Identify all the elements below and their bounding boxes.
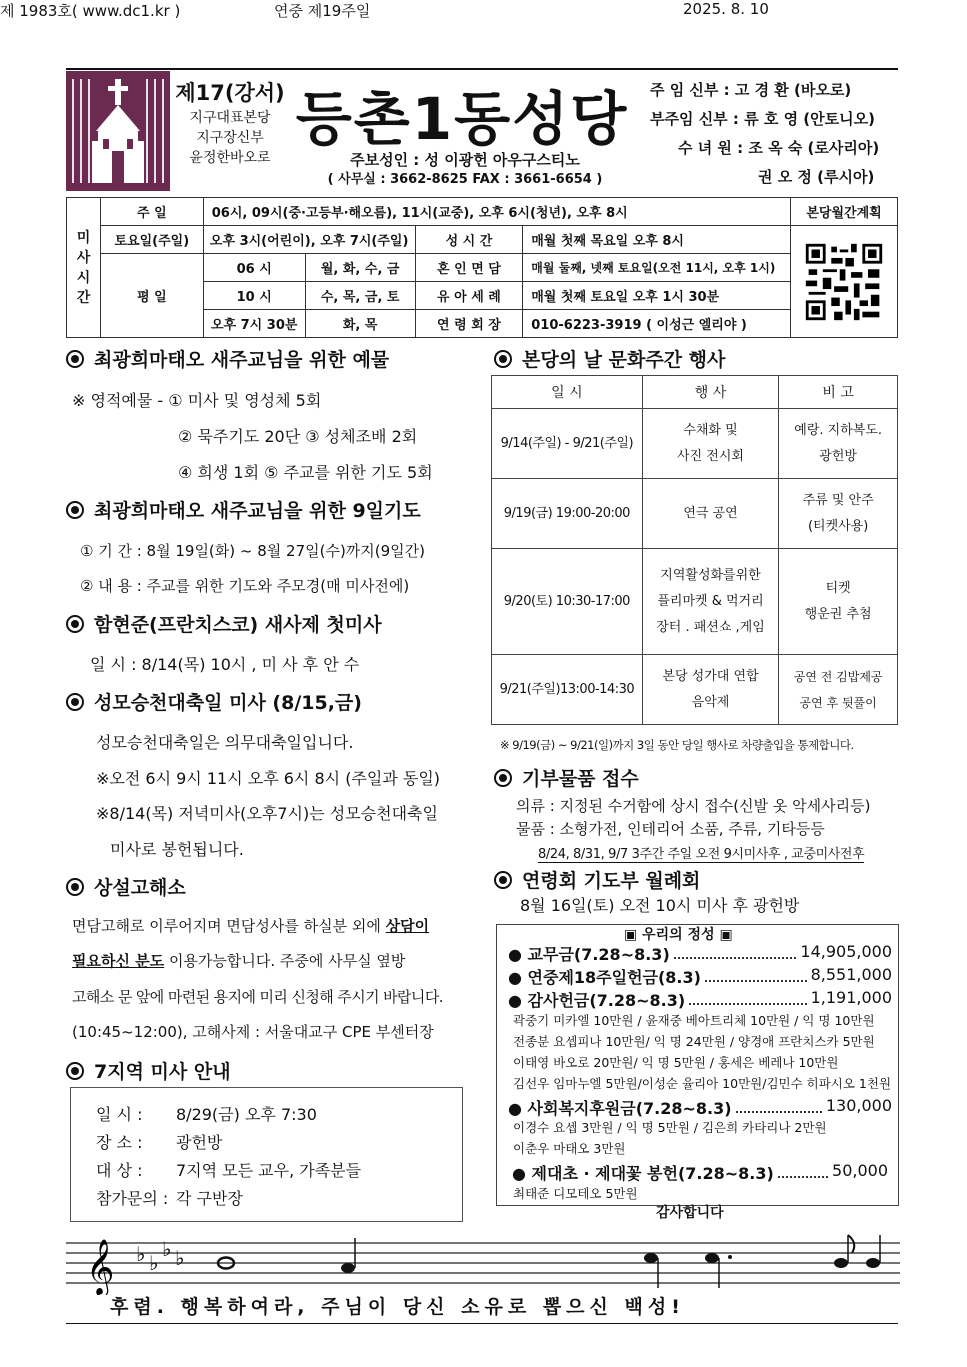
section-title-text: 기부물품 접수 [522, 768, 639, 790]
weekday-days: 수, 목, 금, 토 [305, 282, 415, 310]
offering-row [512, 1161, 888, 1184]
donor-line: 곽중기 미카엘 10만원 / 윤재중 베아트리체 10만원 / 익 명 10만원 [513, 1013, 875, 1028]
staff-row [650, 105, 898, 134]
donation-note: 8/24, 8/31, 9/7 3주간 주일 오전 9시미사후 , 교중미사전후 [538, 843, 864, 863]
section-title-text: 본당의 날 문화주간 행사 [522, 349, 726, 371]
region-row [96, 1102, 317, 1125]
culture-note: 예랑. 지하복도. 광헌방 [779, 409, 898, 479]
schedule-value: 매월 둘째, 넷째 토요일(오전 11시, 오후 1시) [523, 254, 791, 282]
schedule-value: 010-6223-3919 ( 이성근 엘리야 ) [523, 310, 791, 338]
schedule-value: 매월 첫째 목요일 오후 8시 [523, 226, 791, 254]
staff-role: 부주임 신부 : [650, 110, 739, 128]
staff-role: 수 녀 원 : [678, 139, 744, 157]
issue-number: 제 1983호( www.dc1.kr ) [0, 2, 181, 20]
culture-event: 지역활성화를위한 플리마켓 & 먹거리 장터 . 패션쇼 ,게임 [642, 549, 779, 655]
leader-dots [705, 965, 807, 982]
offering-amount: 50,000 [832, 1161, 888, 1180]
sunday-label: 주 일 [100, 198, 203, 226]
funeral-assoc-line: 8월 16일(토) 오전 10시 미사 후 광헌방 [520, 896, 800, 915]
leader-dots [689, 988, 806, 1005]
offering-label: ● 사회복지후원금(7.28~8.3) [508, 1099, 732, 1118]
staff-name: 고 경 환 (바오로) [734, 81, 852, 99]
church-icon [66, 71, 170, 191]
section-bullet-icon [494, 350, 512, 368]
offering-row [508, 965, 892, 988]
confession-line [72, 950, 405, 971]
patron-info [300, 150, 630, 190]
svg-text:♭: ♭ [175, 1246, 185, 1270]
culture-header: 행 사 [642, 376, 779, 409]
assumption-line: ※8/14(목) 저녁미사(오후7시)는 성모승천대축일 [96, 804, 438, 823]
offering-amount: 8,551,000 [810, 965, 892, 984]
top-rule [66, 68, 898, 70]
church-logo [66, 71, 170, 191]
donor-line: 최태준 디모테오 5만원 [513, 1186, 638, 1201]
region-value: 광헌방 [176, 1133, 223, 1152]
gift-line: ② 묵주기도 20단 ③ 성체조배 2회 [178, 427, 418, 446]
svg-text:𝄞: 𝄞 [86, 1239, 115, 1295]
offering-amount: 14,905,000 [800, 942, 892, 961]
offering-title: ▣ 우리의 정성 ▣ [624, 927, 733, 943]
section-bullet-icon [494, 871, 512, 889]
section-title-region-mass [66, 1057, 231, 1084]
section-title-first-mass [66, 610, 382, 637]
region-row [96, 1130, 222, 1153]
region-row [96, 1186, 243, 1209]
schedule-label: 혼 인 면 담 [415, 254, 523, 282]
donor-names [513, 1010, 891, 1094]
section-bullet-icon [66, 1062, 84, 1080]
section-title-novena [66, 496, 421, 523]
donor-names [513, 1183, 638, 1204]
region-key: 참가문의 : [96, 1189, 169, 1208]
section-title-text: 성모승천대축일 미사 (8/15,금) [94, 692, 362, 714]
district-line: 지구장신부 [196, 130, 264, 146]
leader-dots [674, 942, 797, 959]
qr-code-icon[interactable] [803, 241, 885, 323]
schedule-label: 유 아 세 례 [415, 282, 523, 310]
culture-note: 주류 및 안주 (티켓사용) [779, 479, 898, 549]
novena-line: ② 내 용 : 주교를 위한 기도와 주모경(매 미사전에) [80, 577, 410, 595]
offering-label: ● 연중제18주일헌금(8.3) [508, 968, 701, 987]
culture-note-text: ※ 9/19(금) ~ 9/21(일)까지 3일 동안 당일 행사로 차량출입을 통제합니다. [500, 738, 854, 752]
culture-event: 본당 성가대 연합 음악제 [642, 655, 779, 725]
svg-text:♭: ♭ [149, 1251, 159, 1275]
gift-line: ④ 희생 1회 ⑤ 주교를 위한 기도 5회 [178, 463, 433, 482]
section-title-text: 함현준(프란치스코) 새사제 첫미사 [94, 614, 382, 636]
weekday-time: 10 시 [203, 282, 305, 310]
section-title-funeral-assoc [494, 866, 700, 893]
offering-label: ● 제대초 · 제대꽃 봉헌(7.28~8.3) [512, 1164, 774, 1183]
region-key: 대 상 : [96, 1161, 143, 1180]
donation-line: 물품 : 소형가전, 인테리어 소품, 주류, 기타등등 [516, 820, 825, 838]
thanks-text: 감사합니다 [656, 1205, 724, 1221]
offering-label: ● 교무금(7.28~8.3) [508, 945, 670, 964]
offering-row [508, 1096, 892, 1119]
section-title-text: 상설고해소 [94, 877, 186, 899]
staff-row [650, 163, 898, 192]
confession-text: 면담고해로 이루어지며 면담성사를 하실분 외에 [72, 917, 386, 935]
confession-line [72, 915, 429, 936]
weekday-time: 06 시 [203, 254, 305, 282]
weekday-time: 오후 7시 30분 [203, 310, 305, 338]
section-bullet-icon [66, 350, 84, 368]
weekday-days: 화, 목 [305, 310, 415, 338]
donor-line: 이경수 요셉 3만원 / 익 명 5만원 / 김은희 카타리나 2만원 [513, 1120, 827, 1135]
culture-date: 9/19(금) 19:00-20:00 [492, 479, 643, 549]
staff-row [650, 76, 898, 105]
section-bullet-icon [494, 769, 512, 787]
district-line: 윤정한바오로 [189, 150, 271, 166]
patron-saint: 주보성인 : 성 이광헌 아우구스티노 [350, 151, 580, 169]
music-staff-icon [66, 1233, 900, 1295]
region-value: 8/29(금) 오후 7:30 [176, 1105, 317, 1124]
offering-amount: 130,000 [825, 1096, 892, 1115]
assumption-line: 성모승천대축일은 의무대축일입니다. [96, 733, 354, 752]
liturgical-week: 연중 제19주일 [274, 2, 371, 20]
culture-header: 일 시 [492, 376, 643, 409]
music-staff [66, 1233, 900, 1295]
section-title-text: 7지역 미사 안내 [94, 1061, 231, 1083]
offering-label: ● 감사헌금(7.28~8.3) [508, 991, 686, 1010]
mass-schedule-table [66, 197, 898, 338]
section-title-text: 최광희마태오 새주교님을 위한 9일기도 [94, 500, 421, 522]
offering-row [508, 942, 892, 965]
offering-amount: 1,191,000 [810, 988, 892, 1007]
confession-emphasis: 상담이 [385, 917, 430, 935]
culture-event: 수채화 및 사진 전시회 [642, 409, 779, 479]
culture-date: 9/14(주일) - 9/21(주일) [492, 409, 643, 479]
section-bullet-icon [66, 501, 84, 519]
weekday-days: 월, 화, 수, 금 [305, 254, 415, 282]
saturday-times: 오후 3시(어린이), 오후 7시(주일) [203, 226, 415, 254]
office-contact: ( 사무실 : 3662-8625 FAX : 3661-6654 ) [327, 172, 603, 187]
donation-line: 의류 : 지정된 수거함에 상시 접수(신발 옷 악세사리등) [516, 797, 871, 815]
culture-week-table [491, 375, 898, 725]
confession-text: 이용가능합니다. 주중에 사무실 옆방 [164, 952, 406, 970]
monthly-plan-label: 본당월간계획 [791, 198, 898, 226]
refrain-lyric: 후렴. 행복하여라, 주님이 당신 소유로 뽑으신 백성! [110, 1296, 685, 1318]
staff-role: 주 임 신부 : [650, 81, 730, 99]
region-value: 7지역 모든 교우, 가족분들 [176, 1161, 362, 1180]
section-title-assumption [66, 688, 362, 715]
saturday-label: 토요일(주일) [100, 226, 203, 254]
confession-line: 고해소 문 앞에 마련된 용지에 미리 신청해 주시기 바랍니다. [72, 988, 443, 1006]
section-title-text: 최광희마태오 새주교님을 위한 예물 [94, 349, 390, 371]
district-line: 지구대표본당 [189, 110, 271, 126]
section-title-confession [66, 873, 186, 900]
region-row [96, 1158, 361, 1181]
donor-line: 이춘우 마태오 3만원 [513, 1141, 626, 1156]
bottom-rule [66, 1323, 898, 1324]
section-title-donation [494, 764, 639, 791]
assumption-line: ※오전 6시 9시 11시 오후 6시 8시 (주일과 동일) [96, 769, 441, 788]
culture-note: 공연 전 김밥제공 공연 후 뒷풀이 [779, 655, 898, 725]
leader-dots [736, 1096, 822, 1113]
clergy-list [650, 76, 898, 192]
schedule-label: 연 령 회 장 [415, 310, 523, 338]
leader-dots [778, 1161, 828, 1178]
gift-line: ※ 영적예물 - ① 미사 및 영성체 5회 [72, 391, 322, 410]
region-value: 각 구반장 [176, 1189, 243, 1208]
region-key: 장 소 : [96, 1133, 143, 1152]
sunday-times: 06시, 09시(중·고등부·해오름), 11시(교중), 오후 6시(청년), 오후 8시 [203, 198, 790, 226]
section-bullet-icon [66, 693, 84, 711]
culture-header: 비 고 [779, 376, 898, 409]
section-title-text: 연령회 기도부 월례회 [522, 870, 701, 892]
culture-date: 9/20(토) 10:30-17:00 [492, 549, 643, 655]
schedule-value: 매월 첫째 토요일 오후 1시 30분 [523, 282, 791, 310]
section-bullet-icon [66, 878, 84, 896]
issue-date: 2025. 8. 10 [683, 0, 769, 18]
mass-side-label: 미사시간 [67, 198, 101, 338]
culture-event: 연극 공연 [642, 479, 779, 549]
confession-emphasis: 필요하신 분도 [72, 952, 165, 970]
parish-title: 등촌1동성당 [295, 85, 629, 153]
staff-name: 조 옥 숙 (로사리아) [748, 139, 880, 157]
schedule-label: 성 시 간 [415, 226, 523, 254]
qr-cell [791, 226, 898, 338]
confession-line: (10:45~12:00), 고해사제 : 서울대교구 CPE 부센터장 [72, 1023, 434, 1041]
district-number: 제17(강서) [175, 81, 285, 105]
district-info [175, 78, 285, 168]
section-title-gifts [66, 345, 389, 372]
svg-text:♭: ♭ [162, 1237, 172, 1261]
staff-row [650, 134, 898, 163]
section-title-culture-week [494, 345, 725, 372]
staff-name: 류 호 영 (안토니오) [744, 110, 875, 128]
donor-line: 이태영 바오로 20만원/ 익 명 5만원 / 홍세은 베레나 10만원 [513, 1055, 839, 1070]
donor-names [513, 1117, 827, 1159]
staff-name: 권 오 정 (루시아) [758, 168, 875, 186]
svg-text:♭: ♭ [136, 1242, 146, 1266]
donor-line: 김선우 임마누엘 5만원/이성순 율리아 10만원/김민수 히파시오 1천원 [513, 1076, 892, 1091]
section-bullet-icon [66, 615, 84, 633]
region-key: 일 시 : [96, 1105, 143, 1124]
culture-date: 9/21(주일)13:00-14:30 [492, 655, 643, 725]
weekday-label: 평 일 [100, 254, 203, 338]
culture-note: 티켓 행운권 추첨 [779, 549, 898, 655]
novena-line: ① 기 간 : 8월 19일(화) ~ 8월 27일(수)까지(9일간) [80, 542, 426, 560]
donor-line: 전종분 요셉피나 10만원/ 익 명 24만원 / 양경애 프란치스카 5만원 [513, 1034, 875, 1049]
offering-row [508, 988, 892, 1011]
first-mass-line: 일 시 : 8/14(목) 10시 , 미 사 후 안 수 [90, 655, 360, 674]
assumption-line: 미사로 봉헌됩니다. [110, 840, 244, 859]
